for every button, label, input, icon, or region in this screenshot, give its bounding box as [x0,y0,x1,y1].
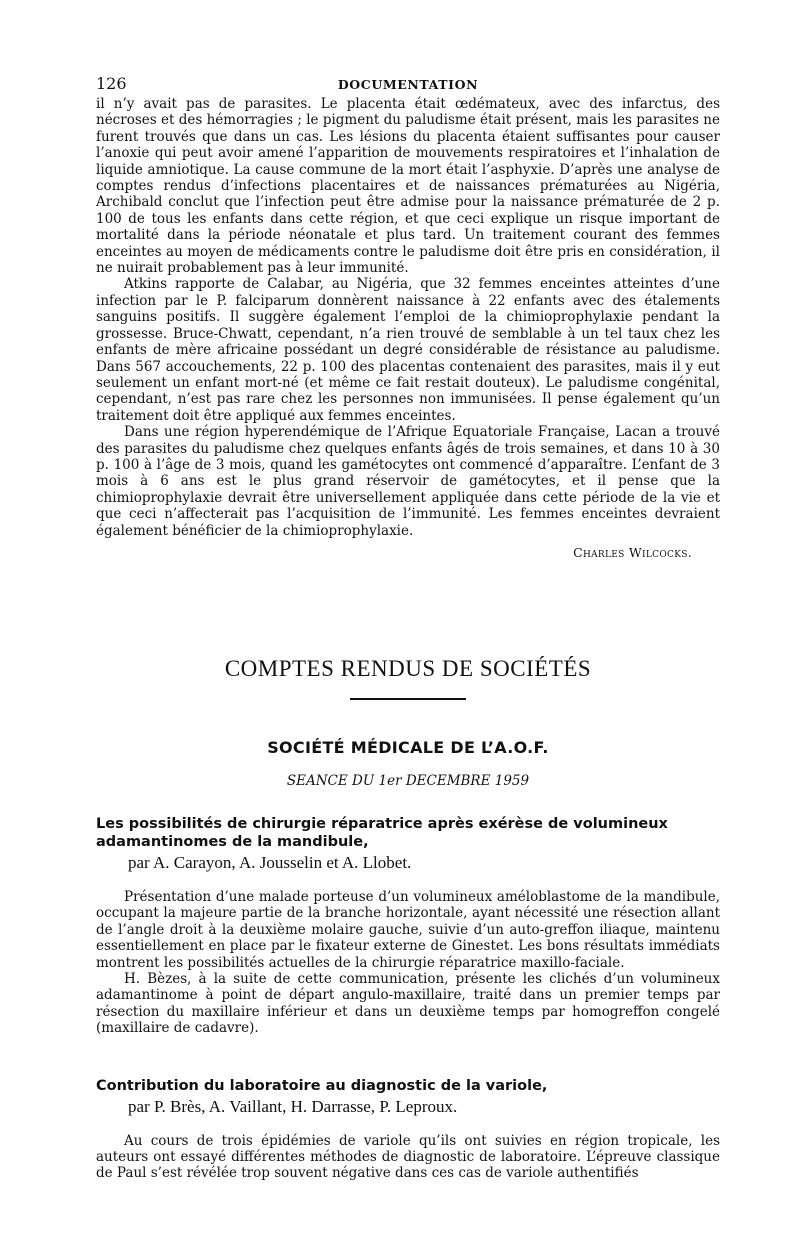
paragraph-1: il n’y avait pas de parasites. Le placenta était œdémateux, avec des infarctus, des nécroses et des hémorragies ; le pigment du paludisme était présent, mais les parasites ne furent trouvés que dans un cas. Les lésions du placenta étaient suffisantes pour causer l’anoxie qui peut avoir amené l’apparition de mouvements respiratoires et l’inhalation de liquide amniotique. La cause commune de la mort était l’asphyxie. D’après une analyse de comptes rendus d’infections placentaires et de naissances prématurées au Nigéria, Archibald conclut que l’infection peut être admise pour la naissance prématurée de 2 p. 100 de tous les enfants dans cette région, et que ceci explique un risque important de mortalité dans la période néonatale et plus tard. Un traitement courant des femmes enceintes au moyen de médicaments contre le paludisme doit être pris en considération, il ne nuirait probablement pas à leur immunité. [96,96,720,277]
article-2-authors: par P. Brès, A. Vaillant, H. Darrasse, P. Leproux. [128,1096,458,1116]
section-divider [350,698,466,700]
section-title: COMPTES RENDUS DE SOCIÉTÉS [224,655,592,681]
article-1-authors: par A. Carayon, A. Jousselin et A. Llobet. [128,852,412,872]
article-1-title: Les possibilités de chirurgie réparatrice après exérèse de volumineux adamantinomes de la mandibule, [96,815,668,850]
page-number: 126 [96,74,127,93]
session-date: SEANCE DU 1er DECEMBRE 1959 [286,772,530,789]
society-title: SOCIÉTÉ MÉDICALE DE L’A.O.F. [267,737,549,757]
paragraph-3: Dans une région hyperendémique de l’Afrique Equatoriale Française, Lacan a trouvé des parasites du paludisme chez quelques enfants âgés de trois semaines, et dans 10 à 30 p. 100 à l’âge de 3 mois, quand les gamétocytes ont commencé d’apparaître. L’enfant de 3 mois à 6 ans est le plus grand réservoir de gamétocytes, et il pense que la chimioprophylaxie devrait être universellement appliquée dans cette période de la vie et que ceci n’affecterait pas l’acquisition de l’immunité. Les femmes enceintes devraient également bénéficier de la chimioprophylaxie. [96,424,720,539]
paragraph-2: Atkins rapporte de Calabar, au Nigéria, que 32 femmes enceintes atteintes d’une infection par le P. falciparum donnèrent naissance à 22 enfants avec des étalements sanguins positifs. Il suggère également l’emploi de la chimioprophylaxie pendant la grossesse. Bruce-Chwatt, cependant, n’a rien trouvé de semblable à un tel taux chez les enfants de mère africaine possédant un degré considérable de résistance au paludisme. Dans 567 accouchements, 22 p. 100 des placentas contenaient des parasites, mais il y eut seulement un enfant mort-né (et même ce fait restait douteux). Le paludisme congénital, cependant, n’est pas rare chez les personnes non immunisées. Il pense également qu’un traitement doit être appliqué aux femmes enceintes. [96,276,720,424]
running-header [96,74,720,96]
article-2-title: Contribution du laboratoire au diagnostic de la variole, [96,1077,548,1094]
article-1-paragraph-1: Présentation d’une malade porteuse d’un volumineux améloblastome de la mandibule, occupant la majeure partie de la branche horizontale, ayant nécessité une résection allant de l’angle droit à la deuxième molaire gauche, suivie d’un auto-greffon iliaque, maintenu essentiellement en place par le fixateur externe de Ginestet. Les bons résultats immédiats montrent les possibilités actuelles de la chirurgie réparatrice maxillo-faciale. [96,888,720,971]
article-2-paragraph-1: Au cours de trois épidémies de variole qu’ils ont suivies en région tropicale, les auteurs ont essayé différentes méthodes de diagnostic de laboratoire. L’épreuve classique de Paul s’est révélée trop souvent négative dans ces cas de variole authentifiés [96,1132,720,1182]
running-title: DOCUMENTATION [337,77,479,92]
signature: Charles Wilcocks. [573,544,692,560]
article-1-paragraph-2: H. Bèzes, à la suite de cette communication, présente les clichés d’un volumineux adamantinome à point de départ angulo-maxillaire, traité dans un premier temps par résection du maxillaire inférieur et dans un deuxième temps par homogreffon congelé (maxillaire de cadavre). [96,971,720,1037]
